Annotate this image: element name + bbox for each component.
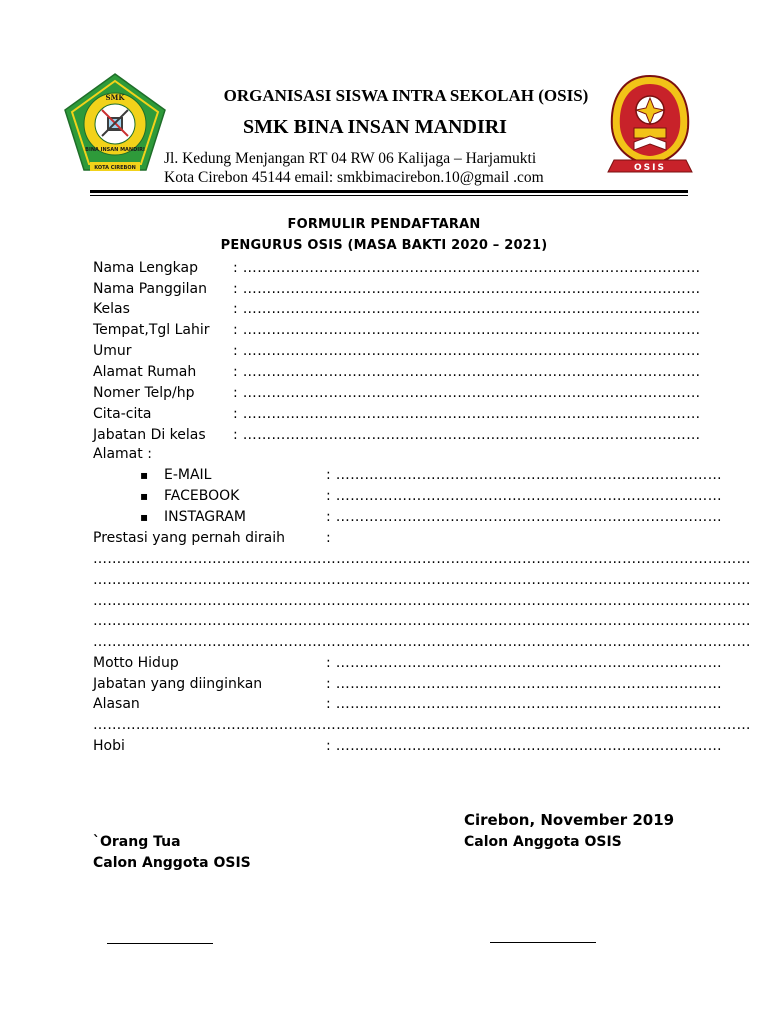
social-label: FACEBOOK (164, 488, 240, 504)
prestasi-line[interactable]: ………………………………………………………………………………………………………………………… (93, 613, 751, 629)
field-label: Nama Lengkap (93, 260, 198, 276)
address-line-2: Kota Cirebon 45144 email: smkbimacirebon.10@gmail .com (164, 169, 544, 186)
form-subtitle: PENGURUS OSIS (MASA BAKTI 2020 – 2021) (220, 238, 548, 253)
logo-ring-text: BINA INSAN MANDIRI (85, 147, 145, 153)
school-name: SMK BINA INSAN MANDIRI (243, 116, 507, 138)
prestasi-colon: : (326, 530, 331, 546)
field-input[interactable]: : …………………………………………………………………………………… (233, 322, 701, 338)
field-input[interactable]: : …………………………………………………………………………………… (233, 260, 701, 276)
motto-label: Motto Hidup (93, 655, 179, 671)
candidate-title: Calon Anggota OSIS (464, 834, 622, 850)
field-input[interactable]: : …………………………………………………………………………………… (233, 301, 701, 317)
field-label: Jabatan Di kelas (93, 427, 206, 443)
field-label: Umur (93, 343, 132, 359)
field-input[interactable]: : …………………………………………………………………………………… (233, 364, 701, 380)
osis-ribbon-text: OSIS (634, 163, 666, 173)
social-input[interactable]: : ……………………………………………………………………… (326, 467, 722, 483)
alamat-label: Alamat : (93, 446, 152, 462)
prestasi-line[interactable]: ………………………………………………………………………………………………………………………… (93, 634, 751, 650)
jabatan-label: Jabatan yang diinginkan (93, 676, 263, 692)
prestasi-line[interactable]: ………………………………………………………………………………………………………………………… (93, 593, 751, 609)
candidate-signature-line[interactable] (490, 942, 596, 943)
alasan-line[interactable]: ………………………………………………………………………………………………………………………… (93, 717, 751, 733)
field-label: Alamat Rumah (93, 364, 197, 380)
organization-name: ORGANISASI SISWA INTRA SEKOLAH (OSIS) (223, 86, 589, 105)
hobi-field[interactable]: : ……………………………………………………………………… (326, 738, 722, 754)
school-address (164, 149, 544, 187)
parent-signature-line[interactable] (107, 943, 213, 944)
field-label: Nama Panggilan (93, 281, 207, 297)
parent-title: `Orang Tua (93, 834, 181, 850)
field-input[interactable]: : …………………………………………………………………………………… (233, 343, 701, 359)
field-input[interactable]: : …………………………………………………………………………………… (233, 406, 701, 422)
bullet-icon: ▪ (140, 510, 149, 524)
social-input[interactable]: : ……………………………………………………………………… (326, 509, 722, 525)
header-rule-thick (90, 190, 688, 193)
bullet-icon: ▪ (140, 468, 149, 482)
social-label: E-MAIL (164, 467, 212, 483)
field-input[interactable]: : …………………………………………………………………………………… (233, 385, 701, 401)
field-input[interactable]: : …………………………………………………………………………………… (233, 427, 701, 443)
field-label: Nomer Telp/hp (93, 385, 195, 401)
logo-top-text: SMK (105, 93, 125, 102)
parent-subtitle: Calon Anggota OSIS (93, 855, 251, 871)
address-line-1: Jl. Kedung Menjangan RT 04 RW 06 Kalijaga – Harjamukti (164, 150, 537, 167)
place-date: Cirebon, November 2019 (464, 811, 675, 829)
jabatan-field[interactable]: : ……………………………………………………………………… (326, 676, 722, 692)
logo-bottom-text: KOTA CIREBON (94, 165, 136, 171)
alasan-field[interactable]: : ……………………………………………………………………… (326, 696, 722, 712)
social-label: INSTAGRAM (164, 509, 246, 525)
social-input[interactable]: : ……………………………………………………………………… (326, 488, 722, 504)
prestasi-label: Prestasi yang pernah diraih (93, 530, 285, 546)
prestasi-line[interactable]: ………………………………………………………………………………………………………………………… (93, 551, 751, 567)
form-title: FORMULIR PENDAFTARAN (287, 217, 481, 232)
motto-field[interactable]: : ……………………………………………………………………… (326, 655, 722, 671)
prestasi-line[interactable]: ………………………………………………………………………………………………………………………… (93, 572, 751, 588)
bullet-icon: ▪ (140, 489, 149, 503)
field-label: Kelas (93, 301, 130, 317)
field-input[interactable]: : …………………………………………………………………………………… (233, 281, 701, 297)
header-rule-thin (90, 195, 688, 196)
field-label: Tempat,Tgl Lahir (93, 322, 210, 338)
alasan-label: Alasan (93, 696, 140, 712)
hobi-label: Hobi (93, 738, 125, 754)
field-label: Cita-cita (93, 406, 152, 422)
